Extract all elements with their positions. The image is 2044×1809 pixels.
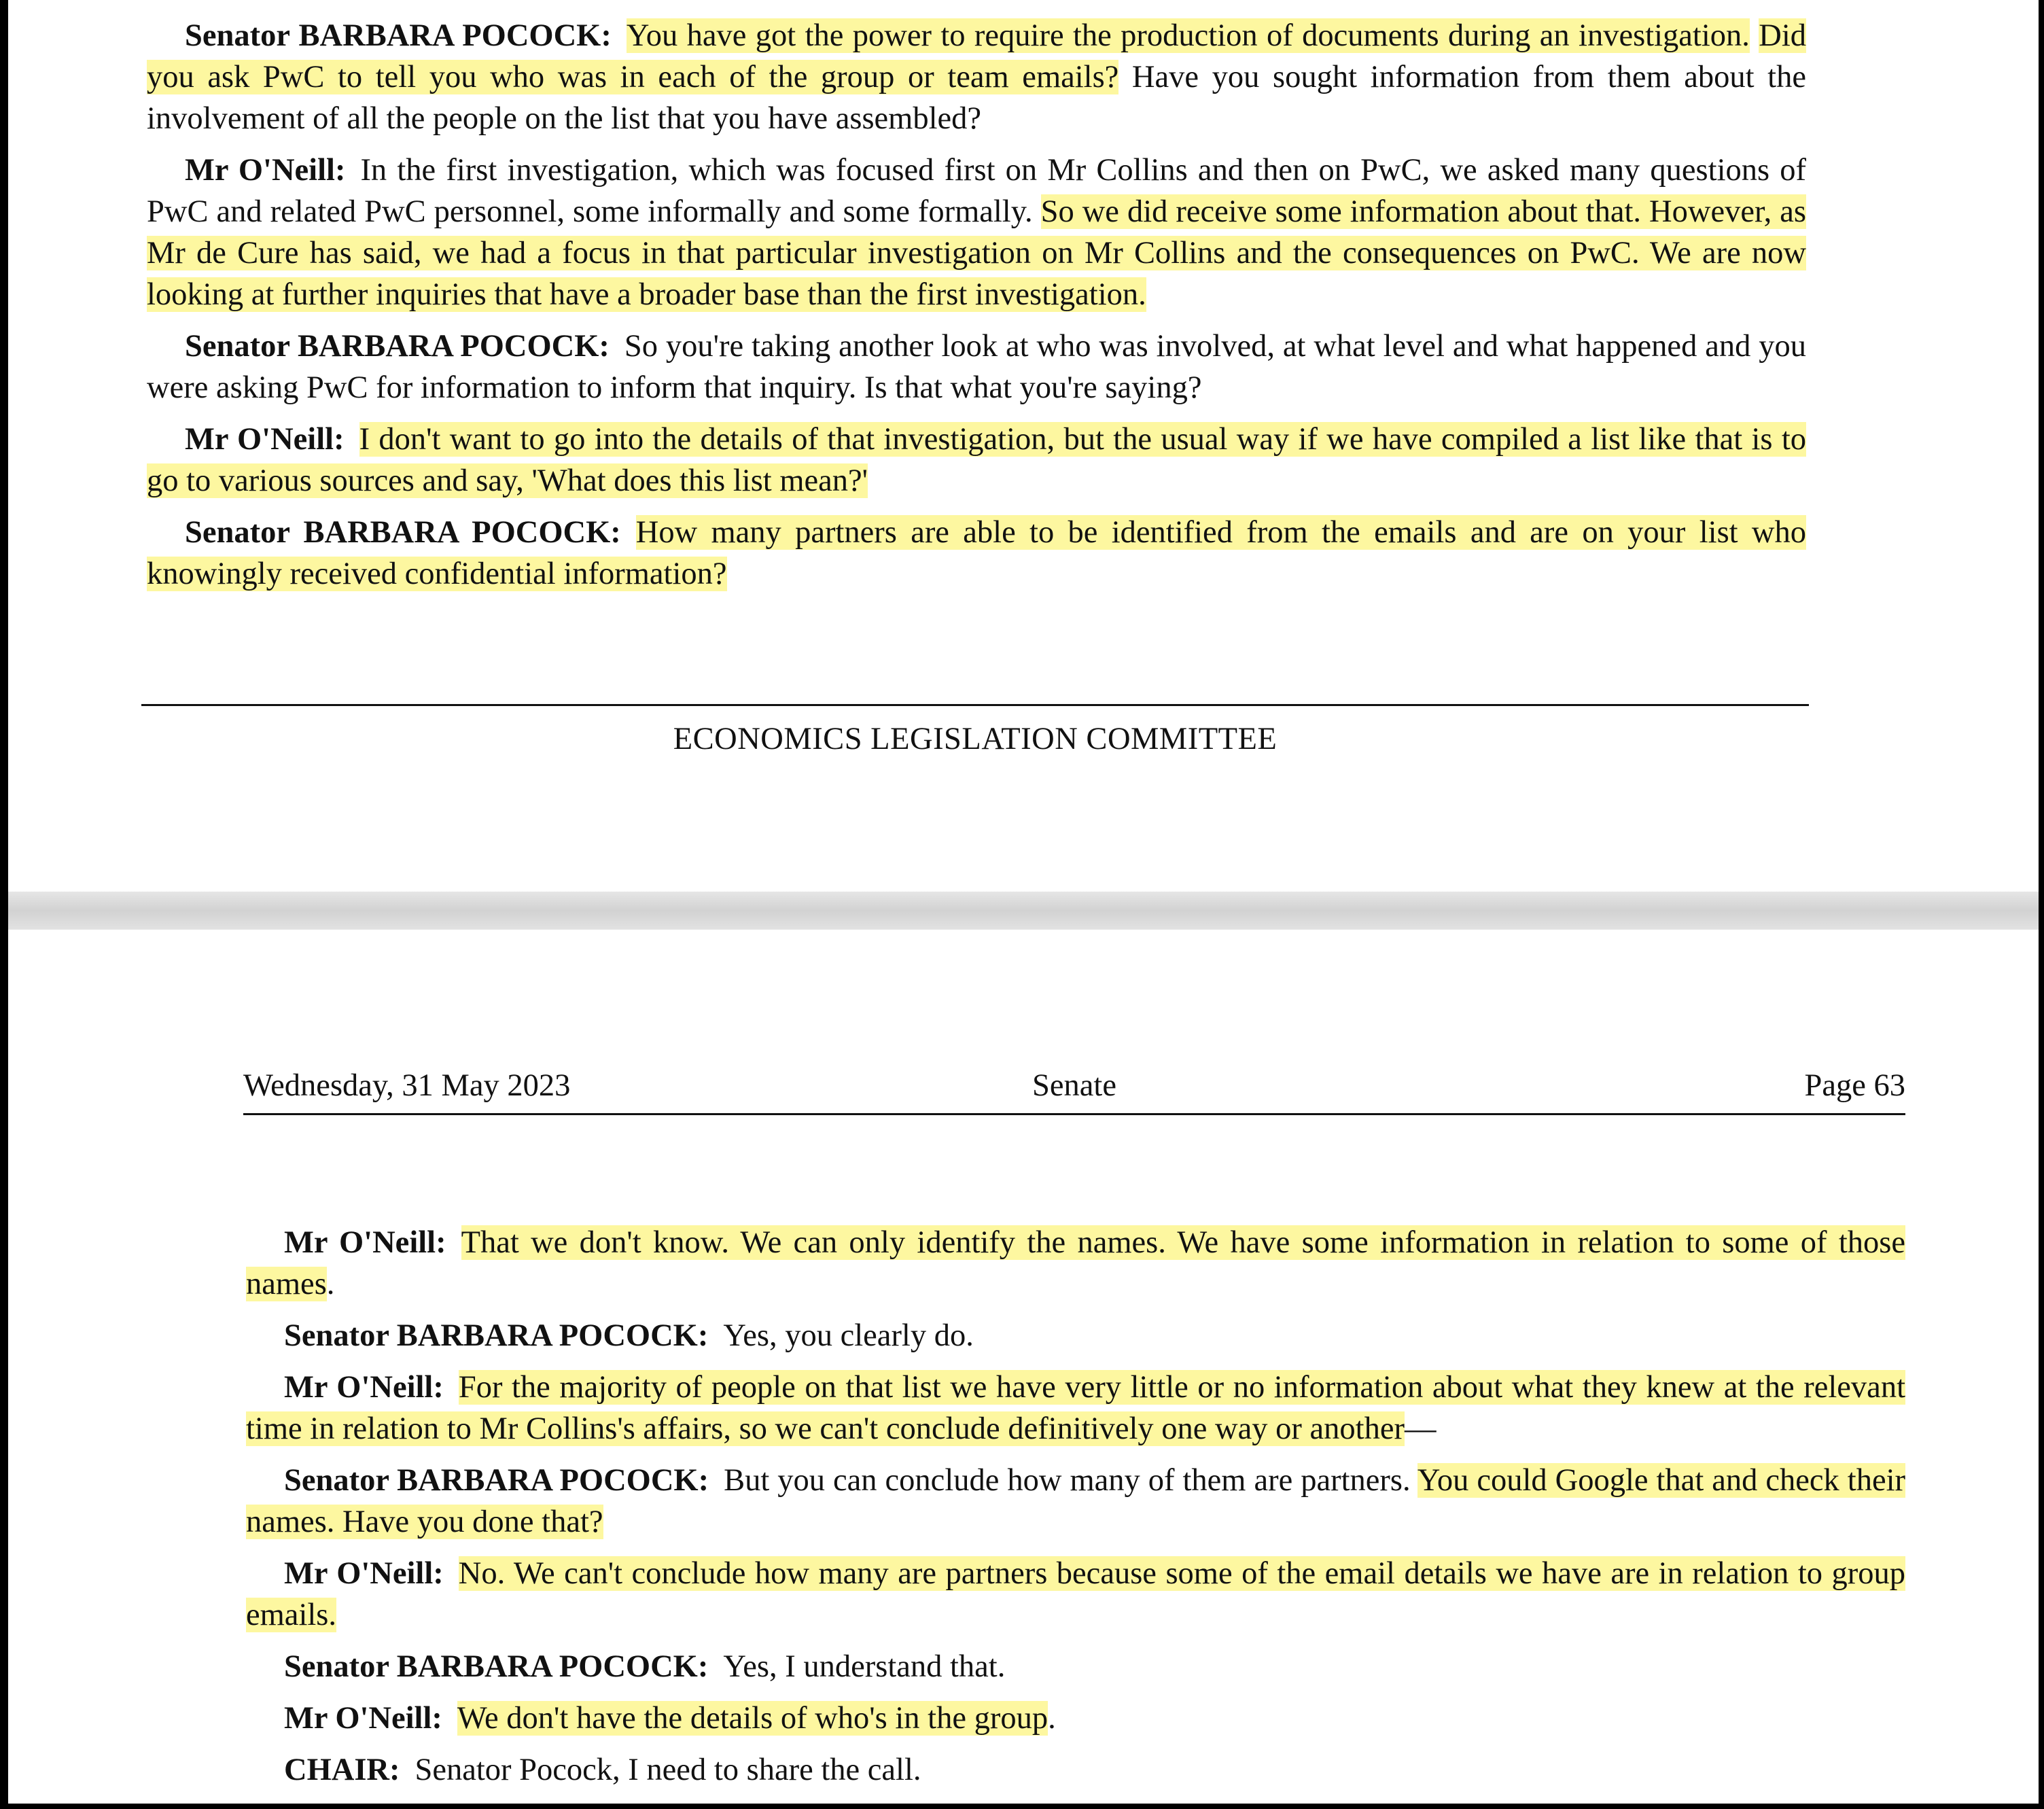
footer-rule (141, 704, 1809, 706)
highlighted-text: For the majority of people on that list we have very little or no information about what they knew at the relevant time in relation to Mr Collins's affairs, so we can't conclude definitively one way or another (246, 1370, 1905, 1446)
transcript-paragraph (147, 512, 1806, 595)
transcript-paragraph (246, 1315, 1905, 1356)
highlighted-text: So we did receive some information about that. However, as Mr de Cure has said, we had a focus in that particular investigation on Mr Collins and the consequences on PwC. We are now looking at further inquiries that have a broader base than the first investigation. (147, 194, 1806, 312)
speaker-name: Senator BARBARA POCOCK: (284, 1649, 709, 1684)
header-chamber: Senate (1032, 1068, 1116, 1103)
highlighted-text: I don't want to go into the details of that investigation, but the usual way if we have compiled a list like that is to go to various sources and say, 'What does this list mean?' (147, 422, 1806, 498)
document-page-bottom (8, 930, 2039, 1804)
speech-text: — (1404, 1411, 1437, 1446)
speaker-name: Mr O'Neill: (284, 1556, 444, 1591)
speech-text: Yes, I understand that. (723, 1649, 1006, 1684)
speech-text: But you can conclude how many of them are partners. (724, 1463, 1417, 1498)
transcript-paragraph (246, 1222, 1905, 1305)
document-page-top (8, 0, 2039, 892)
header-page-number: Page 63 (1804, 1068, 1905, 1103)
speech-text: . (326, 1267, 335, 1301)
transcript-body-bottom (246, 1222, 1905, 1801)
header-rule (243, 1113, 1905, 1115)
speech-text: Yes, you clearly do. (723, 1318, 974, 1353)
speech-text (1750, 18, 1759, 53)
speaker-name: Mr O'Neill: (284, 1225, 446, 1260)
transcript-paragraph (147, 326, 1806, 408)
left-border (0, 0, 8, 1809)
speech-text: So you're taking another look at who was involved, at what level and what happened and you were asking PwC for information to inform that inquiry. Is that what you're saying? (147, 329, 1806, 405)
transcript-paragraph (246, 1646, 1905, 1687)
speech-text: In the first investigation, which was focused first on Mr Collins and then on PwC, we asked many questions of PwC and related PwC personnel, some informally and some formally. (147, 153, 1806, 229)
transcript-paragraph (147, 15, 1806, 139)
transcript-paragraph (147, 419, 1806, 502)
speaker-name: Senator BARBARA POCOCK: (185, 18, 612, 53)
highlighted-text: That we don't know. We can only identify the names. We have some information in relation to some of those names (246, 1225, 1905, 1301)
page-header (243, 1066, 1905, 1106)
speech-text: . (1048, 1701, 1056, 1736)
speech-text: Have you sought information from them about the involvement of all the people on the list that you have assembled? (147, 60, 1806, 136)
transcript-paragraph (147, 150, 1806, 315)
transcript-paragraph (246, 1460, 1905, 1543)
speaker-name: Mr O'Neill: (284, 1370, 444, 1405)
speaker-name: Senator BARBARA POCOCK: (185, 329, 610, 364)
transcript-paragraph (246, 1749, 1905, 1791)
highlighted-text: You could Google that and check their names. Have you done that? (246, 1463, 1905, 1539)
highlighted-text: You have got the power to require the production of documents during an investigation. (626, 18, 1750, 53)
speech-text: Senator Pocock, I need to share the call. (415, 1753, 921, 1787)
highlighted-text: No. We can't conclude how many are partners because some of the email details we have are in relation to group emails. (246, 1556, 1905, 1632)
speaker-name: Mr O'Neill: (284, 1701, 442, 1736)
transcript-paragraph (246, 1367, 1905, 1450)
highlighted-text: Did you ask PwC to tell you who was in each of the group or team emails? (147, 18, 1807, 94)
footer-title: ECONOMICS LEGISLATION COMMITTEE (673, 722, 1278, 756)
right-border (2039, 0, 2044, 1809)
transcript-paragraph (246, 1553, 1905, 1636)
speaker-name: Mr O'Neill: (185, 422, 345, 457)
speaker-name: Senator BARBARA POCOCK: (284, 1318, 709, 1353)
speaker-name: CHAIR: (284, 1753, 400, 1787)
speaker-name: Mr O'Neill: (185, 153, 346, 188)
header-date: Wednesday, 31 May 2023 (243, 1068, 571, 1103)
transcript-paragraph (246, 1698, 1905, 1739)
speaker-name: Senator BARBARA POCOCK: (185, 515, 621, 550)
transcript-body-top (147, 15, 1806, 605)
bottom-border (0, 1804, 2044, 1809)
page-separator (8, 892, 2039, 930)
highlighted-text: We don't have the details of who's in the group (457, 1701, 1049, 1736)
speaker-name: Senator BARBARA POCOCK: (284, 1463, 709, 1498)
highlighted-text: How many partners are able to be identified from the emails and are on your list who knowingly received confidential information? (147, 515, 1807, 591)
